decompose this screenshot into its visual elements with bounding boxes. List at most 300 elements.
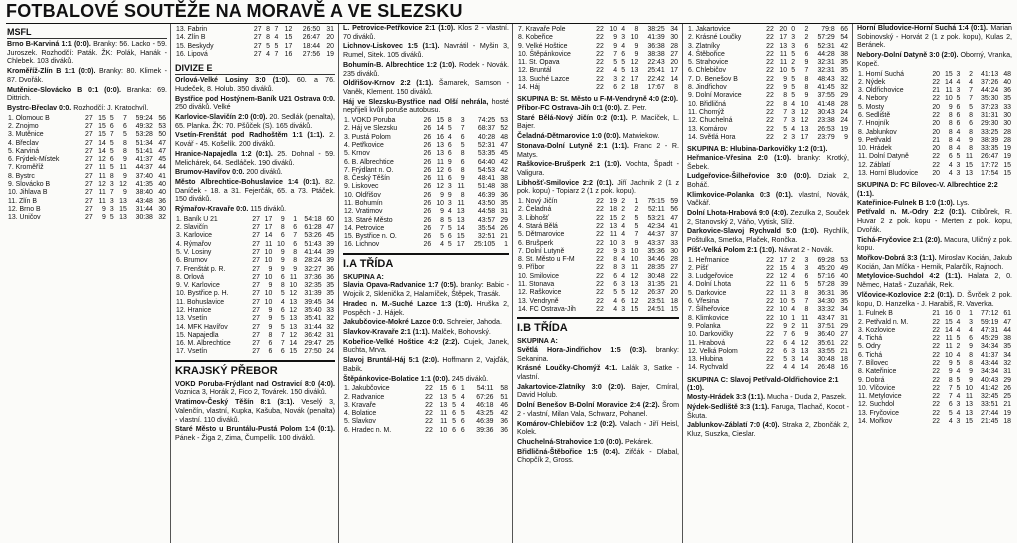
standings-cell: 8	[969, 360, 974, 367]
standings-row	[517, 223, 679, 231]
standings-cell: 26:50	[302, 26, 321, 33]
standings-cell: 68:37	[477, 125, 496, 133]
standings-cell: 45	[158, 156, 166, 164]
standings-cell: 3	[956, 87, 961, 95]
standings-row	[687, 281, 849, 289]
match-score: L. Petrovice-Petřkovice 2:1 (1:0).	[343, 24, 456, 32]
standings-cell: 6	[804, 42, 809, 50]
match-details: branky: Babic - Wojcik 2, Sklenička 2, Halamíček, Štěpek, Trasák.	[343, 281, 509, 299]
standings-cell: 30:48	[647, 272, 665, 280]
standings-cell: 7	[274, 50, 279, 58]
standings-cell: 6	[447, 233, 452, 241]
standings-row	[687, 92, 849, 100]
standings-cell: 4	[791, 273, 796, 281]
standings-cell: 25	[1003, 393, 1011, 401]
standings-row	[175, 290, 335, 298]
standings-cell: 9	[293, 265, 298, 273]
standings-cell: 8	[969, 145, 974, 153]
standings-cell: 27	[252, 290, 260, 298]
standings-cell: 5	[791, 75, 796, 83]
team-name: 11. Hrabová	[688, 339, 726, 347]
standings-table	[857, 71, 1012, 179]
standings-cell: 43:57	[477, 216, 496, 224]
standings-cell: 5	[956, 95, 961, 103]
group-heading: SKUPINA A:	[517, 337, 558, 346]
match-details: Marian Sobinovský - Horvát 2 (1 z pok. kopu), Kulas 2, Beránek.	[857, 24, 1013, 50]
standings-cell: 32:51	[477, 233, 496, 241]
standings-cell: 47	[158, 139, 166, 147]
standings-cell: 28	[670, 256, 678, 264]
standings-cell: 53:26	[304, 232, 322, 240]
standings-cell: 7	[969, 87, 974, 95]
match-report	[175, 131, 335, 148]
standings-cell: 57:16	[817, 273, 835, 281]
standings-cell: 12	[779, 273, 788, 281]
standings-cell: 5	[109, 164, 114, 172]
match-details: Valach - Jiří Heisl, Kolek.	[517, 419, 679, 437]
standings-cell: 3	[791, 133, 796, 141]
standings-cell: 14	[98, 147, 106, 155]
standings-cell: 8	[440, 216, 444, 224]
match-details: Rodek - Novák. 235 diváků.	[343, 60, 509, 78]
standings-cell: 20	[326, 42, 334, 50]
standings-cell: 6	[122, 122, 127, 130]
standings-cell: 6	[452, 385, 456, 393]
standings-cell: 8	[948, 136, 953, 144]
team-name: 10. Oldřišov	[344, 191, 381, 199]
standings-row	[687, 356, 849, 364]
standings-cell: 4	[948, 170, 953, 178]
standings-cell: 27	[252, 215, 260, 223]
match-details: Cujek, Janek, Buchta, Mrva.	[343, 337, 509, 355]
standings-cell: 13	[630, 281, 639, 289]
standings-cell: 9	[634, 239, 639, 247]
match-details: Branky: 80. Klimek - 87. Dvořák.	[7, 67, 167, 84]
team-name: 2. Radvanice	[344, 393, 385, 401]
standings-cell: 46:18	[476, 401, 494, 409]
standings-cell: 19	[1003, 145, 1011, 153]
match-report	[175, 76, 335, 93]
standings-row	[517, 84, 679, 92]
team-name: 14. Rychvald	[688, 364, 728, 372]
standings-row	[687, 364, 849, 372]
team-name: 12. Bruntál	[518, 67, 552, 75]
match-details: Dziak 2, Boháč.	[687, 172, 849, 189]
standings-row	[857, 162, 1012, 170]
match-score: Rýmařov-Kravaře 0:0.	[175, 205, 249, 214]
standings-cell: 17	[264, 224, 273, 232]
standings-cell: 25:41	[647, 67, 665, 75]
team-name: 6. B. Albrechtice	[344, 158, 394, 166]
standings-cell: 7	[783, 331, 788, 339]
team-name: 10. Bystřice p. H.	[176, 290, 229, 298]
standings-cell: 35	[500, 200, 508, 207]
standings-row	[687, 34, 849, 42]
standings-cell: 6	[621, 50, 626, 58]
standings-cell: 12	[800, 117, 809, 125]
standings-row	[7, 214, 167, 222]
standings-cell: 21	[932, 136, 940, 144]
standings-cell: 11	[265, 240, 273, 248]
standings-cell: 10	[264, 273, 273, 281]
standings-cell: 35:61	[817, 339, 835, 347]
standings-row	[343, 175, 509, 183]
standings-cell: 47:31	[981, 326, 999, 334]
match-report	[175, 205, 335, 214]
standings-cell: 4	[791, 364, 796, 372]
standings-cell: 9	[122, 189, 127, 197]
match-report	[857, 51, 1012, 68]
standings-row	[175, 224, 335, 232]
standings-cell: 4	[969, 326, 974, 334]
standings-cell: 35:30	[981, 95, 999, 103]
standings-cell: 48	[1003, 70, 1011, 78]
standings-cell: 7	[969, 95, 974, 103]
standings-cell: 12	[289, 331, 298, 339]
standings-cell: 6	[452, 426, 456, 434]
standings-cell: 57:28	[817, 281, 835, 289]
standings-cell: 26	[423, 150, 432, 158]
team-name: 6. Chlebičov	[688, 67, 726, 75]
standings-cell: 1	[504, 241, 508, 249]
match-report	[857, 291, 1012, 308]
match-score: Oldřišov-Krnov 2:2 (1:1).	[343, 79, 434, 88]
standings-cell: 11	[457, 183, 465, 191]
standings-row	[687, 126, 849, 134]
standings-cell: 51:43	[304, 240, 322, 248]
standings-cell: 36	[500, 191, 508, 199]
team-name: 11. Zlín B	[8, 197, 37, 205]
standings-cell: 12	[98, 156, 106, 164]
team-name: 13. Vendryně	[518, 297, 559, 305]
team-name: 12. Hranice	[176, 307, 212, 314]
team-name: 6. Frýdek-Místek	[8, 156, 60, 164]
standings-cell: 12	[630, 59, 639, 67]
standings-cell: 46:39	[476, 418, 494, 426]
standings-cell: 2	[804, 34, 809, 42]
standings-cell: 6	[293, 240, 298, 248]
standings-cell: 38	[500, 183, 508, 191]
standings-cell: 51	[500, 393, 508, 401]
standings-cell: 5	[621, 67, 626, 75]
standings-cell: 22	[766, 92, 774, 100]
standings-cell: 27	[253, 42, 262, 50]
team-name: 2. Krásné Loučky	[688, 34, 742, 42]
standings-row	[175, 332, 335, 340]
team-name: 5. Dětmarovice	[518, 231, 565, 239]
standings-cell: 27	[85, 147, 93, 155]
match-details: Miroslav Kocián, Jakub Kocián, Jan Míčka - Hernik, Palarčík, Rajnoch.	[857, 254, 1012, 271]
standings-cell: 8	[969, 128, 974, 136]
standings-row	[7, 173, 167, 181]
group-heading: SKUPINA A:	[343, 272, 384, 281]
standings-cell: 21	[1003, 401, 1011, 409]
standings-cell: 14	[456, 224, 465, 232]
standings-row	[175, 249, 335, 257]
standings-cell: 41:42	[981, 384, 999, 392]
standings-cell: 22	[766, 256, 774, 264]
match-report	[343, 61, 509, 78]
team-name: 11. Metylovice	[858, 393, 902, 401]
standings-cell: 30	[1003, 120, 1011, 128]
standings-row	[687, 67, 849, 75]
standings-row	[517, 51, 679, 59]
standings-cell: 2	[969, 70, 974, 78]
standings-cell: 42	[840, 42, 848, 50]
team-name: 4. Petřkovice	[344, 141, 384, 149]
match-score: Dolní Lhota-Hrabová 9:0 (4:0).	[687, 209, 789, 218]
standings-cell: 3	[804, 256, 809, 264]
team-name: 4. Bolatice	[344, 410, 377, 418]
standings-cell: 9	[948, 103, 953, 111]
standings-row	[687, 117, 849, 125]
match-report	[517, 364, 679, 381]
standings-cell: 5	[791, 298, 796, 306]
standings-row	[7, 206, 167, 214]
match-details: Faruga, Tlachač, Kocot - Škuta.	[687, 402, 849, 420]
standings-cell: 8	[948, 120, 953, 128]
standings-cell: 4	[956, 351, 961, 359]
standings-cell: 11	[457, 200, 465, 207]
standings-cell: 14	[945, 78, 953, 86]
standings-cell: 10	[264, 290, 273, 298]
standings-cell: 9	[447, 158, 452, 166]
standings-cell: 13	[779, 42, 788, 50]
standings-cell: 3	[791, 356, 796, 364]
standings-cell: 5	[280, 290, 285, 298]
match-score: Bystrc-Břeclav 0:0.	[7, 103, 72, 112]
standings-cell: 3	[621, 247, 626, 255]
standings-cell: 4	[956, 145, 961, 153]
standings-cell: 3	[956, 401, 961, 409]
team-name: 8. Jablunkov	[858, 128, 897, 136]
match-score: Světlá Hora-Jindřichov 1:5 (0:3).	[517, 345, 647, 354]
match-report	[857, 272, 1012, 289]
standings-cell: 40	[158, 181, 166, 188]
team-name: 10. Štěpánkovice	[518, 50, 571, 58]
standings-cell: 11	[631, 264, 639, 272]
match-score: Mutěnice-Slovácko B 0:1 (0:0).	[7, 85, 122, 94]
standings-cell: 47	[1003, 318, 1011, 326]
standings-cell: 9	[969, 376, 974, 384]
standings-cell: 5	[274, 42, 279, 50]
standings-cell: 10	[609, 26, 618, 33]
standings-cell: 1	[460, 385, 465, 393]
team-name: 4. Nebory	[858, 95, 888, 103]
match-score: Kobeřice-Velké Hoštice 4:2 (2:2).	[343, 337, 460, 346]
match-report	[517, 420, 679, 437]
standings-cell: 36:38	[647, 42, 665, 50]
standings-cell: 51:41	[135, 147, 153, 155]
standings-cell: 36:42	[304, 331, 322, 339]
standings-cell: 15	[98, 122, 106, 130]
standings-cell: 4	[621, 231, 626, 239]
standings-cell: 31:39	[304, 290, 322, 298]
standings-row	[175, 324, 335, 332]
team-name: 1. VOKD Poruba	[344, 117, 396, 125]
standings-cell: 23:79	[817, 133, 835, 141]
standings-row	[857, 335, 1012, 343]
standings-cell: 43:25	[476, 410, 494, 418]
standings-cell: 27	[85, 122, 93, 130]
standings-cell: 44	[1003, 326, 1011, 334]
standings-cell: 5	[109, 139, 114, 147]
standings-cell: 32	[840, 84, 848, 92]
standings-cell: 22	[596, 26, 604, 33]
standings-cell: 5	[452, 418, 456, 426]
standings-cell: 6	[268, 348, 273, 356]
standings-row	[175, 241, 335, 249]
standings-row	[343, 192, 509, 200]
standings-cell: 22	[766, 133, 774, 141]
standings-cell: 22	[596, 231, 604, 239]
standings-row	[175, 257, 335, 265]
team-name: 2. Píšť	[688, 264, 709, 272]
standings-row	[517, 240, 679, 248]
standings-cell: 10	[945, 95, 953, 103]
standings-cell: 11	[98, 164, 106, 172]
match-score: Komárov-Chlebičov 1:2 (0:2).	[517, 419, 617, 428]
standings-cell: 18	[840, 356, 848, 364]
standings-cell: 9	[613, 34, 618, 42]
standings-row	[857, 71, 1012, 79]
standings-cell: 13	[456, 216, 465, 224]
standings-cell: 41:35	[135, 181, 153, 188]
standings-cell: 12	[436, 183, 444, 191]
standings-cell: 43:44	[981, 360, 999, 367]
standings-row	[857, 368, 1012, 376]
standings-cell: 1	[634, 198, 639, 206]
standings-cell: 41:13	[981, 70, 999, 78]
standings-cell: 3	[109, 205, 114, 213]
standings-cell: 5	[804, 281, 809, 289]
standings-cell: 53	[500, 117, 508, 125]
standings-cell: 22	[766, 125, 774, 133]
match-report	[175, 95, 335, 112]
standings-table	[517, 26, 679, 92]
standings-row	[7, 156, 167, 164]
standings-cell: 6	[460, 426, 465, 434]
standings-row	[517, 76, 679, 84]
match-score: Jakartovice-Zlatníky 3:0 (2:0).	[517, 382, 626, 391]
team-name: 4. Stará Bělá	[518, 223, 558, 230]
standings-cell: 26:37	[647, 289, 665, 297]
standings-row	[175, 307, 335, 315]
standings-cell: 35	[326, 282, 334, 290]
standings-cell: 12	[98, 181, 106, 188]
match-score: Jakubčovice-Mokré Lazce 0:0.	[343, 318, 445, 327]
standings-cell: 9	[268, 282, 273, 290]
standings-cell: 3	[791, 42, 796, 50]
standings-cell: 25:105	[474, 241, 496, 249]
standings-cell: 44:58	[477, 208, 496, 216]
standings-row	[343, 150, 509, 158]
standings-cell: 31:35	[647, 281, 665, 289]
match-details: Branka: 69. Dittrich.	[7, 85, 167, 103]
standings-cell: 5	[969, 103, 974, 111]
match-score: Slavoj Bruntál-Háj 5:1 (2:0).	[343, 356, 440, 365]
standings-cell: 22	[932, 318, 940, 326]
standings-cell: 4	[783, 364, 788, 372]
standings-cell: 22	[766, 34, 774, 42]
section-title: KRAJSKÝ PŘEBOR	[175, 360, 335, 378]
standings-cell: 13	[289, 315, 298, 323]
standings-cell: 26	[423, 224, 432, 232]
standings-cell: 13	[630, 67, 639, 75]
standings-cell: 5	[109, 147, 114, 155]
standings-row	[343, 385, 509, 393]
standings-row	[175, 51, 335, 59]
match-report	[517, 104, 679, 113]
standings-cell: 2	[956, 343, 961, 351]
match-report	[343, 328, 509, 337]
match-score: VOKD Poruba-Frýdlant nad Ostravicí 8:0 (4:0).	[175, 379, 335, 388]
standings-cell: 8	[460, 191, 465, 199]
standings-cell: 20	[932, 120, 940, 128]
team-name: 3. Kozlovice	[858, 326, 896, 334]
match-report	[687, 209, 849, 226]
match-score: Bystřice pod Hostýnem-Baník U21 Ostrava 0:0.	[175, 94, 335, 103]
standings-row	[343, 159, 509, 167]
standings-cell: 10	[436, 200, 444, 207]
standings-cell: 22	[425, 385, 433, 393]
standings-cell: 22	[932, 368, 940, 376]
standings-cell: 39	[840, 281, 848, 289]
standings-cell: 10	[289, 282, 298, 290]
match-score: Příbor-FC Ostrava-Jih 0:1 (0:0).	[517, 104, 622, 113]
standings-cell: 27	[252, 282, 260, 290]
standings-cell: 27	[252, 240, 260, 248]
standings-cell: 14	[289, 340, 298, 348]
standings-cell: 39	[326, 248, 334, 256]
standings-cell: 6	[956, 112, 961, 119]
standings-cell: 5	[634, 214, 639, 222]
standings-cell: 22:42	[647, 75, 665, 83]
standings-cell: 79:8	[821, 26, 835, 33]
standings-cell: 33	[1003, 103, 1011, 111]
team-name: 3. Libhošť	[518, 214, 549, 222]
standings-cell: 17:67	[647, 84, 665, 92]
standings-row	[343, 402, 509, 410]
standings-cell: 2	[804, 26, 809, 33]
standings-cell: 27	[253, 34, 262, 42]
standings-row	[517, 248, 679, 256]
team-name: 1. Jakubčovice	[344, 385, 390, 393]
standings-cell: 34:34	[981, 368, 999, 376]
standings-cell: 44	[158, 164, 166, 172]
standings-row	[343, 394, 509, 402]
standings-cell: 6	[948, 401, 953, 409]
standings-cell: 4	[266, 50, 270, 58]
standings-cell: 21	[500, 233, 508, 241]
standings-cell: 27	[252, 323, 260, 331]
column-divider	[512, 24, 513, 543]
standings-cell: 67:26	[476, 393, 494, 401]
standings-cell: 7	[804, 298, 809, 306]
standings-cell: 12	[284, 26, 293, 33]
standings-table	[517, 198, 679, 314]
standings-cell: 21	[932, 87, 940, 95]
standings-cell: 4	[613, 305, 618, 313]
standings-cell: 6	[447, 150, 452, 158]
standings-cell: 22	[596, 264, 604, 272]
standings-cell: 50	[158, 131, 166, 139]
team-name: 7. Šilheřovice	[688, 306, 730, 314]
match-score: Nebory-Dolní Datyně 3:0 (2:0).	[857, 51, 959, 60]
standings-row	[175, 34, 335, 42]
match-details: Šamarek, Samson - Vaněk, Klement. 150 diváků.	[343, 79, 509, 96]
column-krajsky-prebor	[342, 24, 510, 543]
